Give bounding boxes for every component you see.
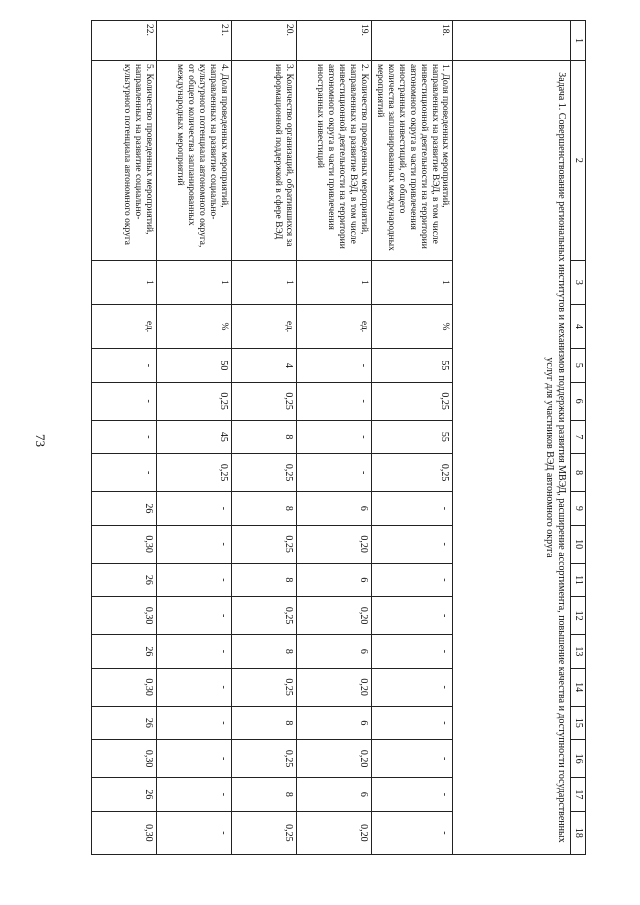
cell: 8 (232, 492, 297, 526)
table-row (372, 21, 453, 855)
col-header: 1 (571, 21, 586, 61)
cell: - (92, 454, 157, 492)
col-header: 5 (571, 349, 586, 383)
cell: 4 (232, 349, 297, 383)
cell: 1 (372, 260, 453, 304)
col-header: 12 (571, 597, 586, 635)
indicator-name: 4. Доля проведенных мероприятий, направленных на развитие социально-культурного потенциала автономного округа, от общего количества запланированных международных мероприятий (157, 60, 232, 260)
table-row (232, 21, 297, 855)
unit-cell: ед. (297, 304, 372, 348)
cell: 0,25 (232, 668, 297, 706)
row-number: 22. (92, 21, 157, 61)
cell: - (157, 635, 232, 669)
cell: - (157, 492, 232, 526)
cell: 0,30 (92, 668, 157, 706)
col-header: 8 (571, 454, 586, 492)
cell: 0,25 (157, 454, 232, 492)
unit-cell: ед. (92, 304, 157, 348)
cell: 6 (297, 635, 372, 669)
task-title: Задача 1. Совершенствование региональных институтов и механизмов поддержки развития МВЭД, расширение ассортимента, повышение качества и доступности государственных услуг для участников ВЭД автономного округа (453, 60, 571, 854)
cell: 1 (232, 260, 297, 304)
task-spacer (453, 21, 571, 61)
unit-cell: ед. (232, 304, 297, 348)
col-header: 14 (571, 668, 586, 706)
cell: 8 (232, 563, 297, 597)
cell: - (372, 668, 453, 706)
cell: 6 (297, 706, 372, 740)
unit-cell: % (157, 304, 232, 348)
cell: - (297, 349, 372, 383)
cell: - (92, 349, 157, 383)
cell: - (372, 740, 453, 778)
cell: - (372, 811, 453, 854)
cell: - (372, 525, 453, 563)
indicator-name: 3. Количество организаций, обратившихся за информационной поддержкой в сфере ВЭД (232, 60, 297, 260)
col-header: 9 (571, 492, 586, 526)
cell: 0,25 (232, 811, 297, 854)
cell: - (157, 740, 232, 778)
page-number: 73 (33, 434, 48, 447)
cell: 0,25 (232, 454, 297, 492)
cell: 8 (232, 778, 297, 812)
col-header: 11 (571, 563, 586, 597)
cell: 26 (92, 563, 157, 597)
cell: 26 (92, 635, 157, 669)
cell: 26 (92, 492, 157, 526)
cell: - (372, 635, 453, 669)
header-row (571, 21, 586, 855)
col-header: 3 (571, 260, 586, 304)
cell: - (297, 454, 372, 492)
cell: 0,20 (297, 525, 372, 563)
cell: 26 (92, 778, 157, 812)
cell: - (372, 706, 453, 740)
unit-cell: % (372, 304, 453, 348)
row-number: 21. (157, 21, 232, 61)
cell: 1 (157, 260, 232, 304)
table-row (92, 21, 157, 855)
cell: - (372, 492, 453, 526)
col-header: 18 (571, 811, 586, 854)
col-header: 10 (571, 525, 586, 563)
cell: 8 (232, 706, 297, 740)
cell: 0,20 (297, 668, 372, 706)
cell: - (372, 563, 453, 597)
cell: 0,25 (232, 597, 297, 635)
cell: 0,20 (297, 811, 372, 854)
cell: 1 (92, 260, 157, 304)
col-header: 6 (571, 382, 586, 420)
col-header: 7 (571, 420, 586, 454)
task-row (453, 21, 571, 855)
cell: - (297, 382, 372, 420)
cell: 1 (297, 260, 372, 304)
cell: - (372, 597, 453, 635)
cell: 0,25 (232, 525, 297, 563)
cell: 6 (297, 563, 372, 597)
cell: - (157, 668, 232, 706)
cell: 0,25 (372, 382, 453, 420)
cell: 0,30 (92, 597, 157, 635)
cell: 0,25 (232, 382, 297, 420)
cell: 0,30 (92, 525, 157, 563)
indicator-name: 5. Количество проведенных мероприятий, направленных на развитие социально-культурного потенциала автономного округа (92, 60, 157, 260)
row-number: 20. (232, 21, 297, 61)
cell: 55 (372, 349, 453, 383)
cell: - (157, 811, 232, 854)
cell: 8 (232, 635, 297, 669)
cell: - (157, 563, 232, 597)
cell: 0,20 (297, 597, 372, 635)
cell: - (92, 382, 157, 420)
cell: - (157, 778, 232, 812)
cell: - (92, 420, 157, 454)
col-header: 13 (571, 635, 586, 669)
indicator-name: 1. Доля проведенных мероприятий, направленных на развитие ВЭД, в том числе инвестиционной деятельности на территории автономного округа в части привлечения иностранных инвестиций, от общего количества запланированных международных мероприятий (372, 60, 453, 260)
cell: 45 (157, 420, 232, 454)
col-header: 15 (571, 706, 586, 740)
cell: - (297, 420, 372, 454)
cell: - (372, 778, 453, 812)
row-number: 19. (297, 21, 372, 61)
cell: - (157, 706, 232, 740)
cell: 55 (372, 420, 453, 454)
rotated-table-container (91, 20, 586, 855)
cell: - (157, 525, 232, 563)
col-header: 17 (571, 778, 586, 812)
indicator-name: 2. Количество проведенных мероприятий, направленных на развитие ВЭД, в том числе инвестиционной деятельности на территории автономного округа в части привлечения иностранных инвестиций (297, 60, 372, 260)
cell: 0,25 (232, 740, 297, 778)
cell: 0,30 (92, 740, 157, 778)
cell: 0,25 (157, 382, 232, 420)
cell: 50 (157, 349, 232, 383)
cell: 0,30 (92, 811, 157, 854)
table-row (297, 21, 372, 855)
cell: 6 (297, 778, 372, 812)
col-header: 2 (571, 60, 586, 260)
cell: 0,25 (372, 454, 453, 492)
indicator-table (91, 20, 586, 855)
cell: 26 (92, 706, 157, 740)
row-number: 18. (372, 21, 453, 61)
table-row (157, 21, 232, 855)
cell: - (157, 597, 232, 635)
cell: 6 (297, 492, 372, 526)
cell: 0,20 (297, 740, 372, 778)
col-header: 16 (571, 740, 586, 778)
cell: 8 (232, 420, 297, 454)
col-header: 4 (571, 304, 586, 348)
